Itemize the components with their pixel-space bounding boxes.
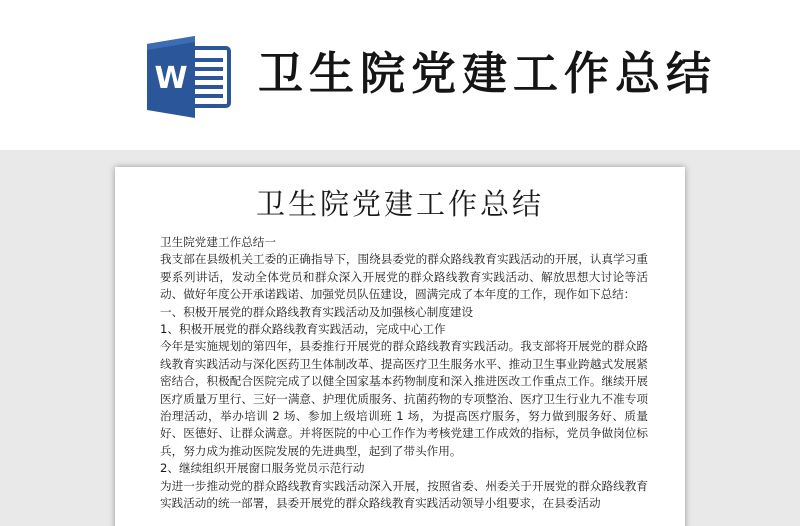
subsection-heading-2: 2、继续组织开展窗口服务党员示范行动	[160, 461, 365, 476]
section-heading-1: 一、积极开展党的群众路线教育实践活动及加强核心制度建设	[160, 304, 474, 319]
word-app-icon	[143, 36, 233, 118]
header-banner	[0, 0, 800, 150]
document-page	[115, 167, 685, 526]
header-title: 卫生院党建工作总结	[258, 47, 718, 100]
document-title: 卫生院党建工作总结	[255, 187, 544, 221]
word-logo-letter: W	[154, 61, 188, 96]
document-body	[160, 234, 648, 513]
paragraph-intro: 我支部在县级机关工委的正确指导下，围绕县委党的群众路线教育实践活动的开展，认真学习重要系列讲话，发动全体党员和群众深入开展党的群众路线教育实践活动、解放思想大讨论等活动、做好年度公开承诺践诺、加强党员队伍建设，圆满完成了本年度的工作，现作如下总结：	[160, 252, 648, 302]
paragraph-body-2: 为进一步推动党的群众路线教育实践活动深入开展，按照省委、州委关于开展党的群众路线教育实践活动的统一部署，县委开展党的群众路线教育实践活动领导小组要求，在县委活动	[160, 478, 648, 511]
paragraph-subtitle: 卫生院党建工作总结一	[160, 235, 276, 249]
paragraph-body-1: 今年是实施规划的第四年，县委推行开展党的群众路线教育实践活动。我支部将开展党的群众路线教育实践活动与深化医药卫生体制改革、提高医疗卫生服务水平、推动卫生事业跨越式发展紧密结合，积极配合医院完成了以健全国家基本药物制度和深入推进医改工作重点工作。继续开展医疗质量万里行、三好一满意、护理优质服务、抗菌药物的专项整治、医疗卫生行业九不准专项治理活动，举办培训 2 场、参加上级培训班 1 场，为提高医疗服务，努力做到服务好、质量好、医德好、让群众满意。并将医院的中心工作作为考核党建工作成效的指标，党员争做岗位标兵，努力成为推动医院发展的先进典型，起到了带头作用。	[160, 339, 648, 458]
subsection-heading-1: 1、积极开展党的群众路线教育实践活动，完成中心工作	[160, 322, 446, 337]
